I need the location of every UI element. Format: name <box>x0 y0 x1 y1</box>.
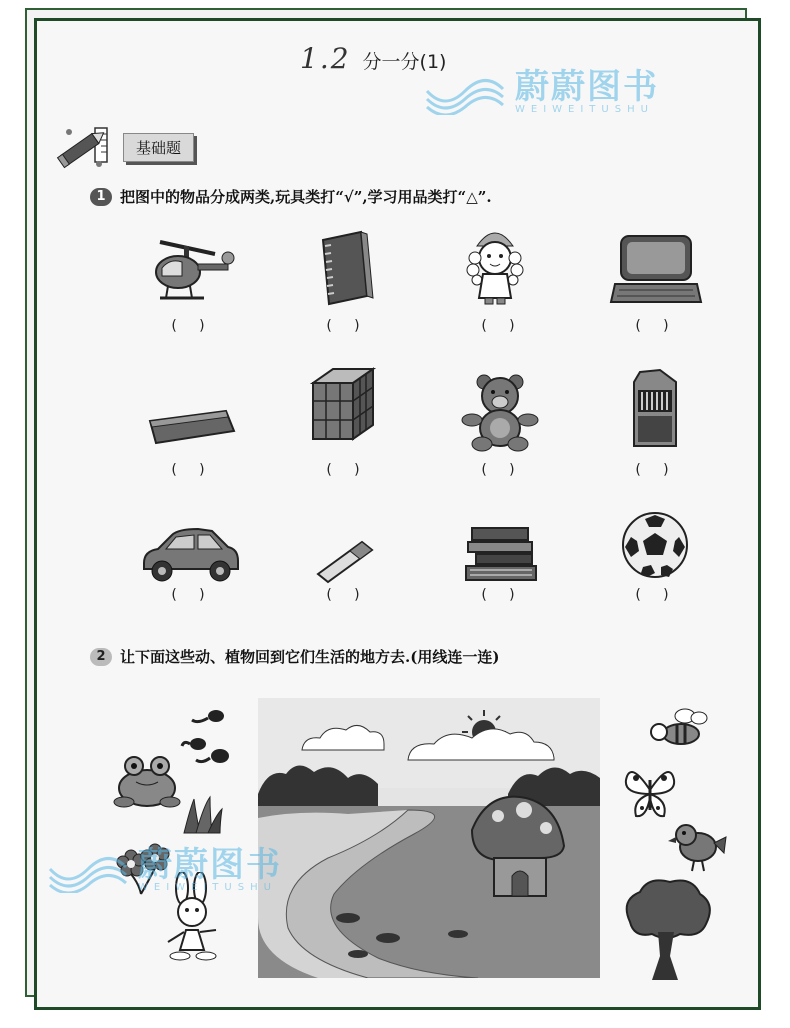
soccer-ball-image <box>600 505 710 585</box>
answer-paren-7[interactable]: ( ) <box>481 462 515 478</box>
section-header <box>55 122 194 172</box>
pencil-ruler-icon <box>55 124 117 170</box>
notebook-image <box>290 228 400 308</box>
frog-image <box>112 752 182 810</box>
lesson-title: 分一分(1) <box>362 51 447 73</box>
question-number-1: 1 <box>90 188 112 206</box>
teddy-bear-image <box>445 372 555 452</box>
question-2-text: 让下面这些动、植物回到它们生活的地方去.(用线连一连) <box>120 648 500 666</box>
bird-image <box>668 815 728 873</box>
question-number-2: 2 <box>90 648 112 666</box>
tree-image <box>620 876 712 982</box>
answer-paren-1[interactable]: ( ) <box>171 318 205 334</box>
section-label: 基础题 <box>123 133 194 162</box>
answer-paren-2[interactable]: ( ) <box>326 318 360 334</box>
watermark-subtext: WEIWEITUSHU <box>138 882 277 893</box>
pencil-case-image <box>600 368 710 448</box>
rubiks-cube-image <box>290 365 400 445</box>
answer-paren-3[interactable]: ( ) <box>481 318 515 334</box>
laptop-computer-image <box>600 228 710 308</box>
question-1 <box>90 186 492 207</box>
watermark-logo-icon <box>425 71 505 115</box>
answer-paren-10[interactable]: ( ) <box>326 587 360 603</box>
bee-image <box>645 706 715 754</box>
answer-paren-4[interactable]: ( ) <box>635 318 669 334</box>
watermark-bottom <box>48 845 282 893</box>
question-2 <box>90 646 499 667</box>
answer-paren-8[interactable]: ( ) <box>635 462 669 478</box>
answer-paren-12[interactable]: ( ) <box>635 587 669 603</box>
watermark-text: 蔚蔚图书 <box>515 67 659 107</box>
toy-car-image <box>135 512 245 592</box>
answer-paren-11[interactable]: ( ) <box>481 587 515 603</box>
answer-paren-9[interactable]: ( ) <box>171 587 205 603</box>
question-1-text: 把图中的物品分成两类,玩具类打“√”,学习用品类打“△”. <box>120 188 492 206</box>
helicopter-toy-image <box>135 228 245 308</box>
tadpoles-image <box>180 700 240 780</box>
answer-paren-5[interactable]: ( ) <box>171 462 205 478</box>
lesson-number: 1.2 <box>300 42 351 75</box>
doll-image <box>440 225 550 305</box>
eraser-block-image <box>135 385 245 465</box>
habitat-scene <box>258 698 600 978</box>
watermark-logo-icon <box>48 849 128 893</box>
watermark-text: 蔚蔚图书 <box>138 845 282 885</box>
answer-paren-6[interactable]: ( ) <box>326 462 360 478</box>
grass-tuft-image <box>180 795 224 835</box>
book-stack-image <box>445 515 555 595</box>
watermark-subtext: WEIWEITUSHU <box>515 104 654 115</box>
watermark-top <box>425 67 659 115</box>
